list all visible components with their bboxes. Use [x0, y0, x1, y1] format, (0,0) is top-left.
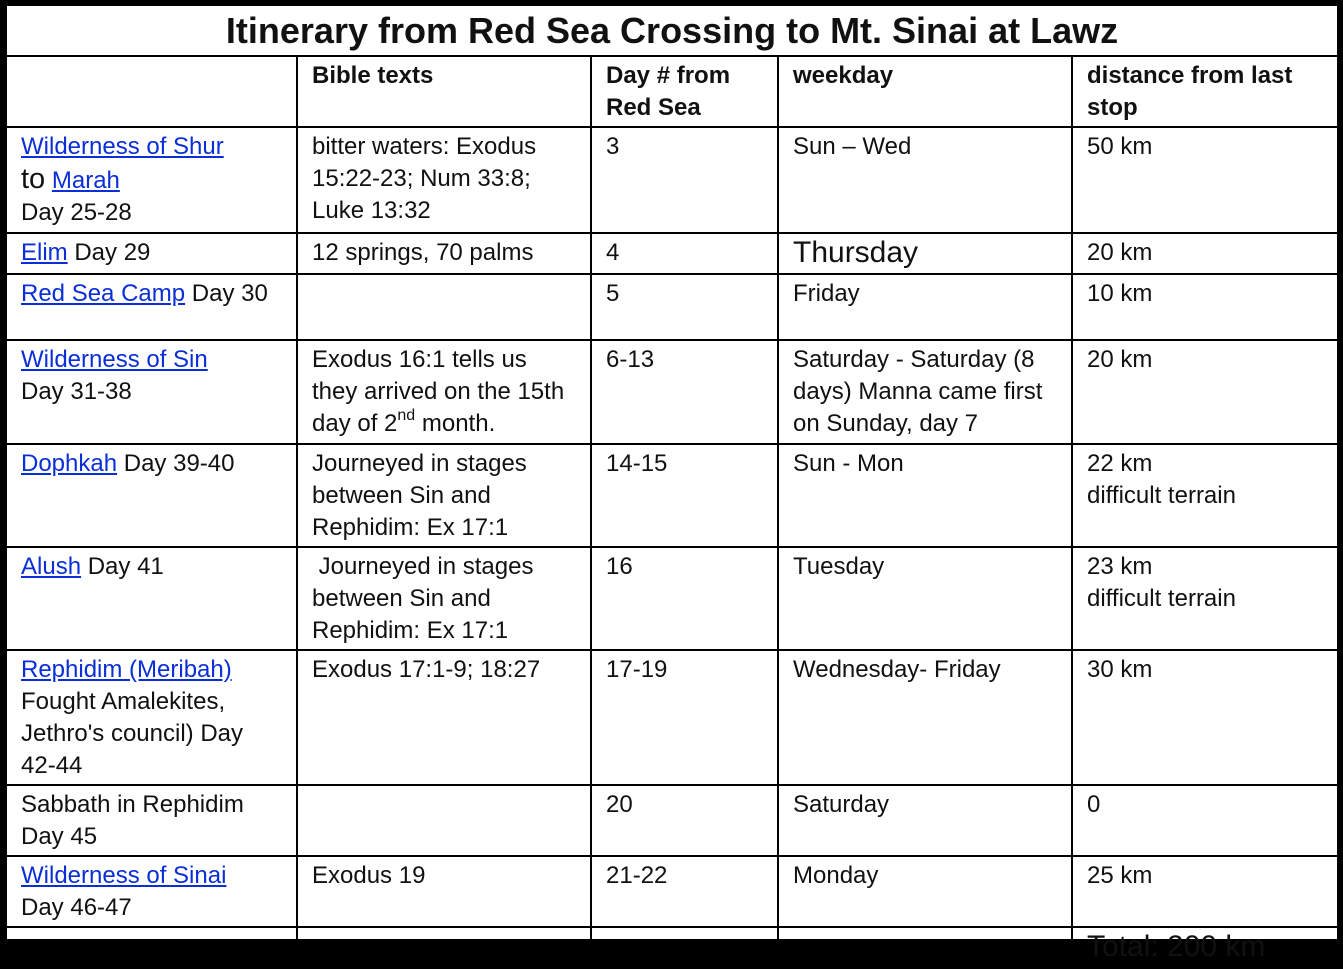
weekday-cell: Saturday — [778, 785, 1072, 856]
total-row — [6, 927, 1338, 968]
table-row — [6, 650, 1338, 785]
distance-value: 23 km — [1087, 553, 1153, 580]
place-cell — [6, 274, 297, 340]
header-bible-texts: Bible texts — [297, 56, 591, 127]
place-to: to — [21, 163, 46, 195]
day-cell: 21-22 — [591, 856, 778, 927]
day-cell: 14-15 — [591, 444, 778, 547]
header-day-number: Day # from Red Sea — [591, 56, 778, 127]
distance-cell: 30 km — [1072, 650, 1338, 785]
place-link-wilderness-of-sinai[interactable]: Wilderness of Sinai — [21, 862, 227, 889]
place-days: Day 29 — [67, 239, 151, 266]
bible-cell: Journeyed in stages between Sin and Rephidim: Ex 17:1 — [297, 547, 591, 650]
distance-cell — [1072, 547, 1338, 650]
itinerary-table — [5, 4, 1339, 969]
weekday-cell: Thursday — [778, 233, 1072, 274]
table-row — [6, 233, 1338, 274]
bible-cell: Journeyed in stages between Sin and Rephidim: Ex 17:1 — [297, 444, 591, 547]
place-cell — [6, 650, 297, 785]
place-cell — [6, 127, 297, 233]
ordinal-suffix: nd — [397, 407, 416, 424]
place-cell — [6, 233, 297, 274]
day-cell: 5 — [591, 274, 778, 340]
place-days: Day 31-38 — [21, 378, 132, 405]
weekday-cell: Sun – Wed — [778, 127, 1072, 233]
distance-cell: 20 km — [1072, 233, 1338, 274]
table-title: Itinerary from Red Sea Crossing to Mt. Sinai at Lawz — [6, 5, 1338, 56]
place-link-alush[interactable]: Alush — [21, 553, 82, 580]
place-cell — [6, 444, 297, 547]
total-distance: Total: 200 km — [1072, 927, 1338, 968]
header-place — [6, 56, 297, 127]
place-days: Fought Amalekites, Jethro's council) Day 42-44 — [21, 688, 243, 779]
empty-cell — [6, 927, 297, 968]
weekday-cell: Monday — [778, 856, 1072, 927]
table-row — [6, 444, 1338, 547]
bible-text-end: month. — [415, 410, 496, 437]
distance-cell: 50 km — [1072, 127, 1338, 233]
place-link-wilderness-of-shur[interactable]: Wilderness of Shur — [21, 133, 224, 160]
day-cell: 20 — [591, 785, 778, 856]
table-row — [6, 340, 1338, 444]
day-cell: 6-13 — [591, 340, 778, 444]
distance-note: difficult terrain — [1087, 482, 1236, 509]
table-row — [6, 547, 1338, 650]
weekday-cell: Tuesday — [778, 547, 1072, 650]
day-cell: 4 — [591, 233, 778, 274]
place-days: Day 25-28 — [21, 199, 132, 226]
place-days: Day 41 — [81, 553, 164, 580]
table-row — [6, 785, 1338, 856]
empty-cell — [591, 927, 778, 968]
day-cell: 16 — [591, 547, 778, 650]
place-cell — [6, 340, 297, 444]
place-cell: Sabbath in Rephidim Day 45 — [6, 785, 297, 856]
bible-cell — [297, 340, 591, 444]
place-link-red-sea-camp[interactable]: Red Sea Camp — [21, 280, 186, 307]
weekday-cell: Wednesday- Friday — [778, 650, 1072, 785]
bible-text: Exodus 16:1 tells us they arrived on the 15th day of 2 — [312, 346, 565, 437]
bible-cell: bitter waters: Exodus 15:22-23; Num 33:8; Luke 13:32 — [297, 127, 591, 233]
distance-cell: 25 km — [1072, 856, 1338, 927]
bible-cell: Exodus 19 — [297, 856, 591, 927]
distance-cell: 10 km — [1072, 274, 1338, 340]
place-days: Day 30 — [185, 280, 268, 307]
table-row — [6, 127, 1338, 233]
distance-cell — [1072, 444, 1338, 547]
place-link-elim[interactable]: Elim — [21, 239, 68, 266]
empty-cell — [297, 927, 591, 968]
distance-note: difficult terrain — [1087, 585, 1236, 612]
header-distance: distance from last stop — [1072, 56, 1338, 127]
weekday-cell: Saturday - Saturday (8 days) Manna came first on Sunday, day 7 — [778, 340, 1072, 444]
weekday-cell: Friday — [778, 274, 1072, 340]
bible-cell — [297, 785, 591, 856]
distance-cell: 0 — [1072, 785, 1338, 856]
distance-cell: 20 km — [1072, 340, 1338, 444]
day-cell: 17-19 — [591, 650, 778, 785]
place-days: Day 46-47 — [21, 894, 132, 921]
place-link-marah[interactable]: Marah — [51, 167, 120, 194]
header-weekday: weekday — [778, 56, 1072, 127]
itinerary-document — [5, 4, 1337, 963]
place-cell — [6, 547, 297, 650]
distance-value: 22 km — [1087, 450, 1153, 477]
place-days: Day 39-40 — [117, 450, 235, 477]
place-link-dophkah[interactable]: Dophkah — [21, 450, 118, 477]
place-cell — [6, 856, 297, 927]
table-row — [6, 856, 1338, 927]
weekday-cell: Sun - Mon — [778, 444, 1072, 547]
day-cell: 3 — [591, 127, 778, 233]
empty-cell — [778, 927, 1072, 968]
bible-cell: Exodus 17:1-9; 18:27 — [297, 650, 591, 785]
place-link-wilderness-of-sin[interactable]: Wilderness of Sin — [21, 346, 208, 373]
bible-cell: 12 springs, 70 palms — [297, 233, 591, 274]
table-row — [6, 274, 1338, 340]
bible-cell — [297, 274, 591, 340]
place-link-rephidim[interactable]: Rephidim (Meribah) — [21, 656, 232, 683]
